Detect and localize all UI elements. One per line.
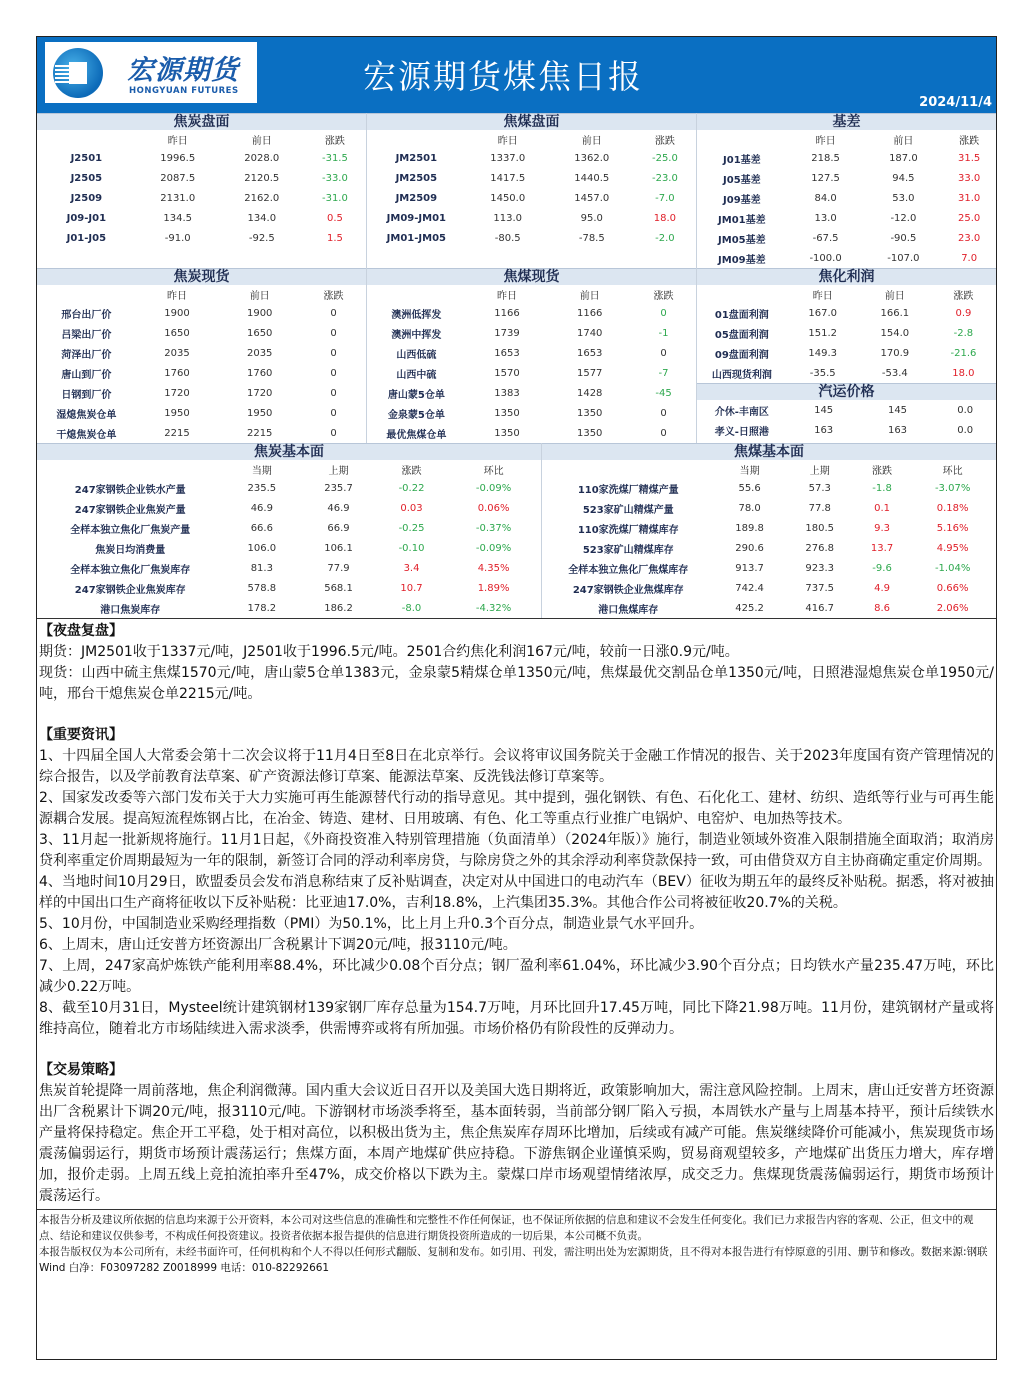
table-row: J2501 1996.5 2028.0 -31.5 bbox=[70, 152, 348, 164]
logo-english-name: HONGYUAN FUTURES bbox=[129, 86, 239, 96]
spot-summary: 现货：山西中硫主焦煤1570元/吨，唐山蒙5仓单1383元，金泉蒙5精煤仓单1350元/吨，焦煤最优交割品仓单1350元/吨，日照港湿熄焦炭仓单1950元/吨，邢台干熄焦炭仓单2215元/吨。 bbox=[39, 665, 994, 702]
table-row: 干熄焦炭仓单 2215 2215 0 bbox=[56, 427, 337, 441]
table-row: 焦炭日均消费量 106.0 106.1 -0.10 -0.09% bbox=[95, 542, 512, 556]
table-row: 山西中硫 1570 1577 -7 bbox=[396, 367, 669, 381]
table-row: J2509 2131.0 2162.0 -31.0 bbox=[70, 192, 348, 204]
col-header: 昨日 bbox=[497, 290, 518, 302]
table-row: J09基差 84.0 53.0 31.0 bbox=[723, 192, 981, 206]
section-title: 汽运价格 bbox=[697, 383, 996, 400]
report-header bbox=[37, 37, 996, 113]
col-header: 上期 bbox=[809, 465, 830, 477]
news-item: 8、截至10月31日，Mysteel统计建筑钢材139家钢厂库存总量为154.7万吨，月环比回升17.45万吨，同比下降21.98万吨。11月份，建筑钢材产量或将维持高位，随着北方市场陆续进入需求淡季，供需博弈或将有所加强。市场价格仍有阶段性的反弹动力。 bbox=[39, 1000, 994, 1037]
table-row: 港口焦煤库存 425.2 416.7 8.6 2.06% bbox=[598, 602, 969, 616]
table-row: JM2505 1417.5 1440.5 -23.0 bbox=[395, 172, 678, 184]
section-title: 焦煤盘面 bbox=[367, 113, 696, 130]
daily-report-page bbox=[36, 36, 997, 1360]
col-header: 前日 bbox=[581, 135, 602, 147]
table-row: 05盘面利润 151.2 154.0 -2.8 bbox=[714, 327, 974, 341]
coal-spot-panel bbox=[367, 268, 697, 443]
night-review-section bbox=[37, 618, 996, 1209]
logo-chinese-name: 宏源期货 bbox=[127, 55, 239, 86]
table-row: JM2509 1450.0 1457.0 -7.0 bbox=[395, 192, 675, 204]
table-row: 01盘面利润 167.0 166.1 0.9 bbox=[714, 307, 972, 321]
table-row: 孝义-日照港 163 163 0.0 bbox=[714, 424, 974, 438]
basis-table bbox=[697, 130, 996, 268]
fundamentals-row bbox=[37, 443, 996, 618]
news-item: 5、10月份，中国制造业采购经理指数（PMI）为50.1%，比上月上升0.3个百分点，制造业景气水平回升。 bbox=[39, 916, 704, 932]
news-item: 3、11月起一批新规将施行。11月1日起，《外商投资准入特别管理措施（负面清单）（2024年版）》施行，制造业领域外资准入限制措施全面取消；取消房贷利率重定价周期最短为一年的限制，新签订合同的浮动利率房贷，与除房贷之外的其余浮动利率贷款保持一致，可由借贷双方自主协商确定重定价周期。 bbox=[39, 832, 994, 869]
section-title: 焦炭盘面 bbox=[37, 113, 366, 130]
section-heading: 【交易策略】 bbox=[39, 1062, 123, 1078]
spot-profit-row bbox=[37, 268, 996, 443]
table-row: 523家矿山精煤产量 78.0 77.8 0.1 0.18% bbox=[582, 502, 969, 516]
col-header: 前日 bbox=[251, 135, 272, 147]
table-row: 247家钢铁企业焦炭产量 46.9 46.9 0.03 0.06% bbox=[74, 502, 510, 516]
table-row: 110家洗煤厂精煤库存 189.8 180.5 9.3 5.16% bbox=[577, 522, 969, 536]
section-heading: 【夜盘复盘】 bbox=[39, 623, 123, 639]
col-header: 涨跌 bbox=[654, 135, 675, 147]
futures-basis-row bbox=[37, 113, 996, 268]
coke-futures-table bbox=[37, 130, 366, 268]
section-title: 基差 bbox=[697, 113, 996, 130]
col-header: 涨跌 bbox=[401, 465, 422, 477]
coke-spot-panel bbox=[37, 268, 367, 443]
coal-fundamentals-table bbox=[542, 460, 996, 618]
table-row: 247家钢铁企业焦炭库存 578.8 568.1 10.7 1.89% bbox=[74, 582, 510, 596]
col-header: 前日 bbox=[884, 290, 905, 302]
news-item: 6、上周末，唐山迁安普方坯资源出厂含税累计下调20元/吨，报3110元/吨。 bbox=[39, 937, 517, 953]
col-header: 前日 bbox=[249, 290, 270, 302]
col-header: 涨跌 bbox=[872, 465, 893, 477]
coal-fundamentals-panel bbox=[542, 443, 996, 618]
col-header: 昨日 bbox=[167, 135, 188, 147]
report-date: 2024/11/4 bbox=[919, 95, 992, 110]
table-row: JM01-JM05 -80.5 -78.5 -2.0 bbox=[386, 232, 675, 244]
disclaimer-paragraph: 本报告版权仅为本公司所有，未经书面许可，任何机构和个人不得以任何形式翻版、复制和发布。如引用、刊发，需注明出处为宏源期货，且不得对本报告进行有悖原意的引用、删节和修改。数据来源:钢联 Wind 白净：F03097282 Z0018999 电话：010-82292661 bbox=[39, 1246, 988, 1274]
news-item: 4、当地时间10月29日，欧盟委员会发布消息称结束了反补贴调查，决定对从中国进口的电动汽车（BEV）征收为期五年的最终反补贴税。据悉，将对被抽样的中国出口生产商将征收以下反补贴税：比亚迪17.0%，吉利18.8%，上汽集团35.3%。其他合作公司将被征收20.7%的关税。 bbox=[39, 874, 994, 911]
coal-spot-table bbox=[367, 285, 696, 443]
table-row: 介休-丰南区 145 145 0.0 bbox=[714, 404, 974, 418]
table-row: JM01基差 13.0 -12.0 25.0 bbox=[718, 212, 981, 226]
table-row: 247家钢铁企业铁水产量 235.5 235.7 -0.22 -0.09% bbox=[74, 482, 512, 496]
table-row: 110家洗煤厂精煤产量 55.6 57.3 -1.8 -3.07% bbox=[577, 482, 971, 496]
col-header: 涨跌 bbox=[324, 135, 345, 147]
coke-fundamentals-panel bbox=[37, 443, 542, 618]
table-row: 247家钢铁企业焦煤库存 742.4 737.5 4.9 0.66% bbox=[572, 582, 969, 596]
strategy-text: 焦炭首轮提降一周前落地，焦企利润微薄。国内重大会议近日召开以及美国大选日期将近，政策影响加大，需注意风险控制。上周末，唐山迁安普方坯资源出厂含税累计下调20元/吨，报3110元/吨。下游钢材市场淡季将至，基本面转弱，当前部分钢厂陷入亏损，本周铁水产量与上周基本持平，预计后续铁水产量将保持稳定。焦企开工平稳，处于相对高位，以积极出货为主，焦企焦炭库存周环比增加，后续或有减产可能。焦炭继续降价可能减小，焦炭现货市场震荡偏弱运行，期货市场预计震荡运行；焦煤方面，本周产地煤矿供应持稳。下游焦钢企业谨慎采购，贸易商观望较多，产地煤矿出货压力增大，库存增加，报价走弱。上周五线上竞拍流拍率升至47%，成交价格以下跌为主。蒙煤口岸市场观望情绪浓厚，成交乏力。焦煤现货震荡偏弱运行，期货市场预计震荡运行。 bbox=[39, 1083, 994, 1204]
coking-profit-panel bbox=[697, 268, 996, 443]
table-row: JM09基差 -100.0 -107.0 7.0 bbox=[718, 252, 978, 266]
table-row: 全样本独立焦化厂焦炭库存 81.3 77.9 3.4 4.35% bbox=[70, 562, 510, 576]
col-header: 昨日 bbox=[497, 135, 518, 147]
table-row: 523家矿山精煤库存 290.6 276.8 13.7 4.95% bbox=[582, 542, 969, 556]
table-row: J09-J01 134.5 134.0 0.5 bbox=[66, 212, 343, 224]
section-heading: 【重要资讯】 bbox=[39, 727, 123, 743]
col-header: 涨跌 bbox=[653, 290, 674, 302]
table-row: 邢台出厂价 1900 1900 0 bbox=[61, 307, 337, 321]
section-title: 焦炭现货 bbox=[37, 268, 366, 285]
table-row: J2505 2087.5 2120.5 -33.0 bbox=[70, 172, 348, 184]
news-item: 7、上周，247家高炉炼铁产能利用率88.4%，环比减少0.08个百分点；钢厂盈利率61.04%，环比减少3.90个百分点；日均铁水产量235.47万吨，环比减少0.22万吨。 bbox=[39, 958, 994, 995]
table-row: 最优焦煤仓单 1350 1350 0 bbox=[386, 427, 667, 441]
table-row: J05基差 127.5 94.5 33.0 bbox=[723, 172, 981, 186]
table-row: 菏泽出厂价 2035 2035 0 bbox=[61, 347, 337, 361]
news-item: 1、十四届全国人大常委会第十二次会议将于11月4日至8日在北京举行。会议将审议国务院关于金融工作情况的报告、关于2023年度国有资产管理情况的综合报告，以及学前教育法草案、矿产资源法修订草案、能源法草案、反洗钱法修订草案等。 bbox=[39, 748, 994, 785]
table-row: JM09-JM01 113.0 95.0 18.0 bbox=[386, 212, 677, 224]
coke-fundamentals-table bbox=[37, 460, 541, 618]
table-row: 山西现货利润 -35.5 -53.4 18.0 bbox=[711, 367, 975, 381]
col-header: 昨日 bbox=[815, 135, 836, 147]
coking-profit-table bbox=[697, 285, 996, 383]
table-row: J01-J05 -91.0 -92.5 1.5 bbox=[66, 232, 343, 244]
table-row: J01基差 218.5 187.0 31.5 bbox=[723, 152, 981, 166]
table-row: 澳洲低挥发 1166 1166 0 bbox=[391, 307, 667, 321]
coal-futures-panel bbox=[367, 113, 697, 268]
coal-futures-table bbox=[367, 130, 696, 268]
report-title: 宏源期货煤焦日报 bbox=[363, 57, 643, 96]
table-row: 澳洲中挥发 1739 1740 -1 bbox=[391, 327, 669, 341]
col-header: 当期 bbox=[739, 465, 760, 477]
coke-futures-panel bbox=[37, 113, 367, 268]
disclaimer bbox=[37, 1209, 996, 1278]
col-header: 环比 bbox=[483, 465, 504, 477]
disclaimer-paragraph: 本报告分析及建议所依据的信息均来源于公开资料，本公司对这些信息的准确性和完整性不作任何保证，也不保证所依据的信息和建议不会发生任何变化。我们已力求报告内容的客观、公正，但文中的观点、结论和建议仅供参考，不构成任何投资建议。投资者依据本报告提供的信息进行期货投资所造成的一切后果，本公司概不负责。 bbox=[39, 1214, 974, 1242]
col-header: 昨日 bbox=[812, 290, 833, 302]
freight-table bbox=[697, 400, 996, 440]
section-title: 焦煤基本面 bbox=[542, 443, 996, 460]
col-header: 涨跌 bbox=[959, 135, 980, 147]
table-row: JM05基差 -67.5 -90.5 23.0 bbox=[718, 232, 981, 246]
basis-panel bbox=[697, 113, 996, 268]
table-row: 唐山蒙5仓单 1383 1428 -45 bbox=[387, 387, 672, 401]
logo-emblem-icon bbox=[53, 48, 103, 98]
section-title: 焦煤现货 bbox=[367, 268, 696, 285]
table-row: 湿熄焦炭仓单 1950 1950 0 bbox=[56, 407, 337, 421]
table-row: 全样本独立焦化厂焦炭产量 66.6 66.9 -0.25 -0.37% bbox=[70, 522, 512, 536]
table-row: 吕梁出厂价 1650 1650 0 bbox=[61, 327, 337, 341]
col-header: 当期 bbox=[251, 465, 272, 477]
col-header: 涨跌 bbox=[323, 290, 344, 302]
col-header: 昨日 bbox=[167, 290, 188, 302]
table-row: 唐山到厂价 1760 1760 0 bbox=[61, 367, 337, 381]
futures-summary: 期货：JM2501收于1337元/吨，J2501收于1996.5元/吨。2501合约焦化利润167元/吨，较前一日涨0.9元/吨。 bbox=[39, 644, 739, 660]
table-row: 金泉蒙5仓单 1350 1350 0 bbox=[387, 407, 667, 421]
table-row: JM2501 1337.0 1362.0 -25.0 bbox=[395, 152, 678, 164]
section-title: 焦化利润 bbox=[697, 268, 996, 285]
section-title: 焦炭基本面 bbox=[37, 443, 541, 460]
coke-spot-table bbox=[37, 285, 366, 443]
table-row: 日钢到厂价 1720 1720 0 bbox=[61, 387, 337, 401]
news-item: 2、国家发改委等六部门发布关于大力实施可再生能源替代行动的指导意见。其中提到，强化钢铁、有色、石化化工、建材、纺织、造纸等行业与可再生能源耦合发展。提高短流程炼钢占比，在冶金、铸造、建材、日用玻璃、有色、化工等重点行业推广电锅炉、电窑炉、电加热等技术。 bbox=[39, 790, 994, 827]
table-row: 全样本独立焦化厂焦煤库存 913.7 923.3 -9.6 -1.04% bbox=[568, 562, 971, 576]
col-header: 前日 bbox=[579, 290, 600, 302]
table-row: 港口焦炭库存 178.2 186.2 -8.0 -4.32% bbox=[100, 602, 512, 616]
col-header: 环比 bbox=[942, 465, 963, 477]
col-header: 前日 bbox=[893, 135, 914, 147]
company-logo bbox=[45, 42, 257, 103]
table-row: 09盘面利润 149.3 170.9 -21.6 bbox=[714, 347, 977, 361]
col-header: 上期 bbox=[328, 465, 349, 477]
col-header: 涨跌 bbox=[953, 290, 974, 302]
table-row: 山西低硫 1653 1653 0 bbox=[396, 347, 667, 361]
